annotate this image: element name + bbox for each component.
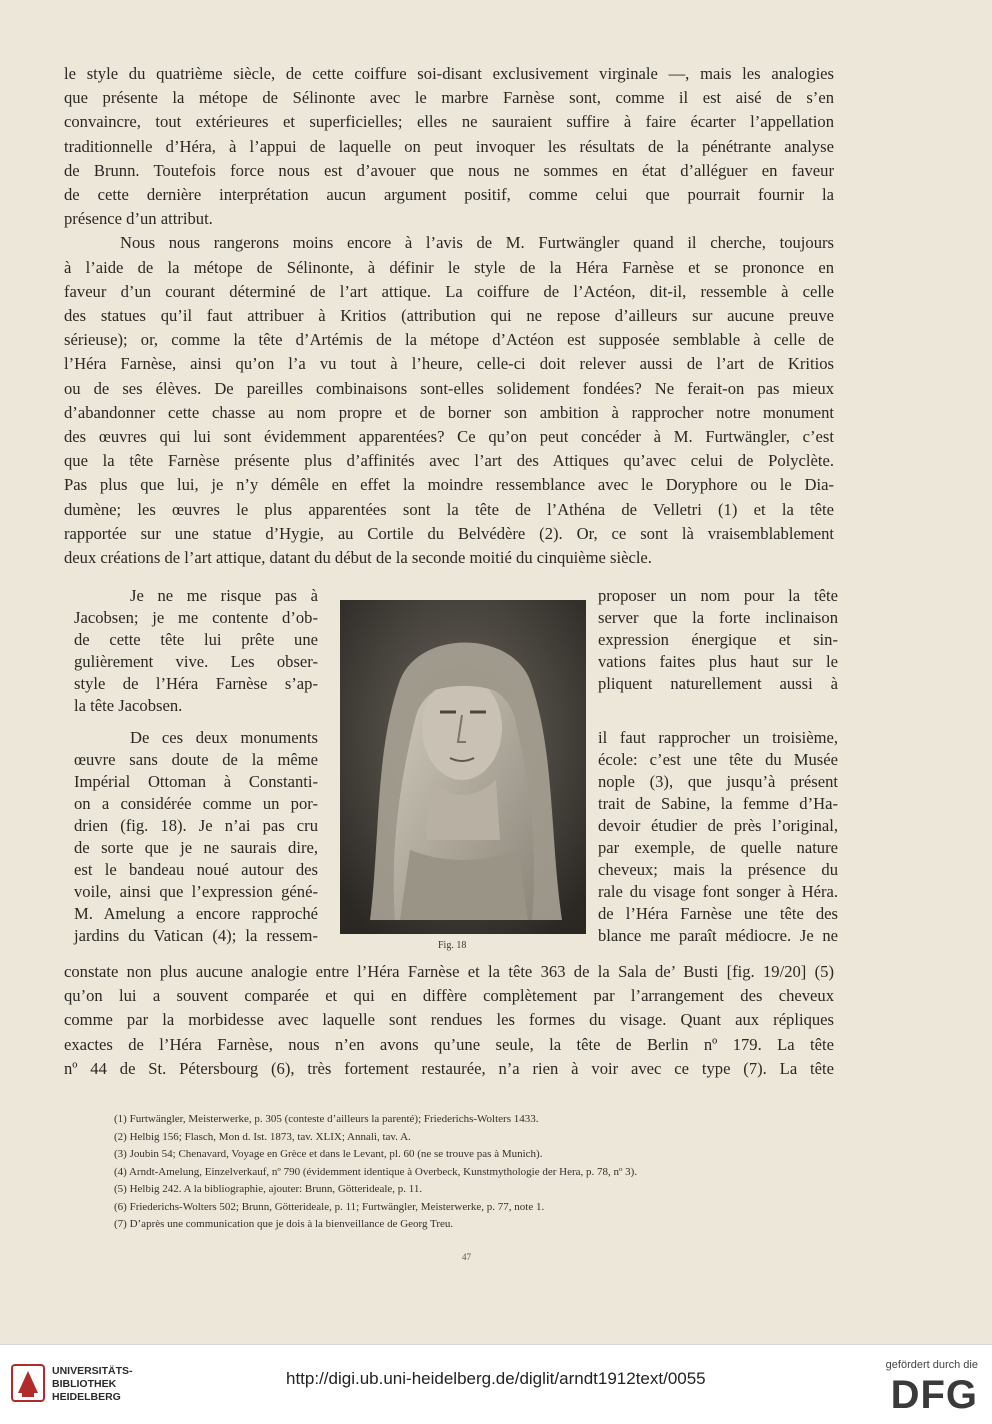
text-line: style de l’Héra Farnèse s’ap- bbox=[74, 674, 318, 693]
text-line: gulièrement vive. Les obser- bbox=[74, 652, 318, 671]
text-line: de Brunn. Toutefois force nous est d’avouer que nous ne sommes en état d’alléguer en faveur bbox=[64, 160, 834, 180]
text-line: Pas plus que lui, je n’y démêle en effet la moindre ressemblance avec le Doryphore ou le Dia- bbox=[64, 475, 834, 495]
text-line: blance me paraît médiocre. Je ne bbox=[598, 926, 838, 945]
text-line: jardins du Vatican (4); la ressem- bbox=[74, 926, 318, 945]
text-line: convaincre, tout extérieures et superficielles; elles ne sauraient suffire à faire écarter l’appellation bbox=[64, 112, 834, 132]
text-line: ou de ses élèves. De pareilles combinaisons sont-elles solidement fondées? Ne ferait-on pas mieux bbox=[64, 378, 834, 398]
hera-head-photo bbox=[340, 600, 586, 934]
text-line: l’Héra Farnèse, ainsi qu’on l’a vu tout à l’heure, celle-ci doit relever aussi de l’art de Kritios bbox=[64, 354, 834, 374]
page-number: 47 bbox=[462, 1252, 471, 1262]
text-line: De ces deux monuments bbox=[130, 728, 318, 747]
text-line: expression énergique et sin- bbox=[598, 630, 838, 649]
text-line: comme par la morbidesse avec laquelle sont rendues les formes du visage. Quant aux répliques bbox=[64, 1010, 834, 1030]
footnote: (1) Furtwängler, Meisterwerke, p. 305 (conteste d’ailleurs la parenté); Friederichs-Wolters 1433. bbox=[114, 1113, 539, 1125]
text-line: Jacobsen; je me contente d’ob- bbox=[74, 608, 318, 627]
footnote: (3) Joubin 54; Chenavard, Voyage en Grèce et dans le Levant, pl. 60 (ne se trouve pas à Munich). bbox=[114, 1148, 543, 1160]
text-line: la tête Jacobsen. bbox=[74, 696, 183, 715]
text-line: Impérial Ottoman à Constanti- bbox=[74, 772, 318, 791]
footnote: (2) Helbig 156; Flasch, Mon d. Ist. 1873, tav. XLIX; Annali, tav. A. bbox=[114, 1130, 411, 1143]
footnote: (6) Friederichs-Wolters 502; Brunn, Götterideale, p. 11; Furtwängler, Meisterwerke, p. 77, note 1. bbox=[114, 1200, 545, 1213]
text-line: de cette dernière interprétation aucun argument positif, comme celui que pourrait fournir la bbox=[64, 185, 834, 204]
text-line: devoir étudier de près l’original, bbox=[598, 816, 838, 835]
text-line: il faut rapprocher un troisième, bbox=[598, 728, 838, 747]
text-line: constate non plus aucune analogie entre l’Héra Farnèse et la tête 363 de la Sala de’ Busti [fig. 19/20] (5) bbox=[64, 962, 834, 981]
text-line: sérieuse); or, comme la tête d’Artémis de la métope d’Actéon est supposée semblable à celle de bbox=[64, 330, 834, 350]
text-line: rapportée sur une statue d’Hygie, au Cortile du Belvédère (2). Or, ce sont là vraisemblablement bbox=[64, 523, 834, 543]
library-name-line1: UNIVERSITÄTS- bbox=[52, 1365, 133, 1377]
footnote: (5) Helbig 242. A la bibliographie, ajouter: Brunn, Götterideale, p. 11. bbox=[114, 1183, 423, 1195]
library-name-line2: BIBLIOTHEK bbox=[52, 1378, 117, 1390]
footnote: (7) D’après une communication que je dois à la bienveillance de Georg Treu. bbox=[114, 1218, 454, 1230]
text-line: deux créations de l’art attique, datant du début de la seconde moitié du cinquième siècle. bbox=[64, 548, 652, 567]
text-line: est le bandeau noué autour des bbox=[74, 860, 318, 879]
footnote: (4) Arndt-Amelung, Einzelverkauf, nº 790 (évidemment identique à Overbeck, Kunstmythologie der Hera, p. 78, nº 3). bbox=[114, 1165, 638, 1178]
funding-note: gefördert durch die bbox=[885, 1359, 978, 1371]
library-seal-icon bbox=[10, 1363, 46, 1403]
text-line: des œuvres qui lui sont évidemment apparentées? Ce qu’on peut concéder à M. Furtwängler, c’est bbox=[64, 427, 834, 446]
figure-caption: Fig. 18 bbox=[438, 940, 467, 951]
text-line: faveur d’un courant déterminé de l’art attique. La coiffure de l’Actéon, dit-il, ressemble à celle bbox=[64, 281, 834, 301]
figure-18-image bbox=[340, 600, 586, 934]
text-line: Je ne me risque pas à bbox=[130, 586, 318, 605]
source-url-link[interactable]: http://digi.ub.uni-heidelberg.de/diglit/arndt1912text/0055 bbox=[286, 1369, 706, 1388]
library-logo[interactable] bbox=[10, 1359, 133, 1411]
text-line: voile, ainsi que l’expression géné- bbox=[74, 882, 318, 901]
text-line: école: c’est une tête du Musée bbox=[598, 750, 838, 769]
text-line: proposer un nom pour la tête bbox=[598, 586, 838, 605]
dfg-logo[interactable]: DFG bbox=[890, 1373, 978, 1417]
text-line: trait de Sabine, la femme d’Ha- bbox=[598, 794, 838, 813]
library-name-line3: HEIDELBERG bbox=[52, 1391, 121, 1403]
text-line: server que la forte inclinaison bbox=[598, 608, 838, 627]
viewer-footer bbox=[0, 1344, 992, 1424]
text-line: cheveux; mais la présence du bbox=[598, 860, 838, 879]
text-line: Nous nous rangerons moins encore à l’avis de M. Furtwängler quand il cherche, toujours bbox=[120, 233, 834, 253]
text-line: nople (3), que jusqu’à présent bbox=[598, 772, 838, 791]
text-line: dumène; les œuvres le plus apparentées sont la tête de l’Athéna de Velletri (1) et la tête bbox=[64, 499, 834, 519]
text-line: nº 44 de St. Pétersbourg (6), très fortement restaurée, n’a rien à voir avec ce type (7). La tête bbox=[64, 1058, 834, 1078]
text-line: on a considérée comme un por- bbox=[74, 794, 318, 813]
text-line: présence d’un attribut. bbox=[64, 209, 213, 229]
text-line: que présente la métope de Sélinonte avec le marbre Farnèse sont, comme il est aisé de s’en bbox=[64, 88, 834, 108]
text-line: vations faites plus haut sur le bbox=[598, 652, 838, 671]
text-line: de cette tête lui prête une bbox=[74, 630, 318, 649]
text-line: de sorte que je ne saurais dire, bbox=[74, 838, 318, 857]
text-line: de l’Héra Farnèse une tête des bbox=[598, 904, 838, 923]
text-line: exactes de l’Héra Farnèse, nous n’en avons qu’une seule, la tête de Berlin nº 179. La tête bbox=[64, 1034, 834, 1054]
text-line: traditionnelle d’Héra, à l’appui de laquelle on peut invoquer les résultats de la pénétrante analyse bbox=[64, 136, 834, 156]
text-line: drien (fig. 18). Je n’ai pas cru bbox=[74, 816, 318, 835]
text-line: pliquent naturellement aussi à bbox=[598, 674, 838, 693]
text-line: à l’aide de la métope de Sélinonte, à définir le style de la Héra Farnèse et se prononce en bbox=[64, 257, 834, 277]
text-line: M. Amelung a encore rapproché bbox=[74, 904, 318, 923]
text-line: œuvre sans doute de la même bbox=[74, 750, 318, 769]
text-line: qu’on lui a souvent comparée et qui en diffère complètement par l’arrangement des cheveux bbox=[64, 986, 834, 1006]
text-line: rale du visage font songer à Héra. bbox=[598, 882, 838, 901]
text-line: d’abandonner cette chasse au nom propre et de borner son ambition à rapprocher notre monument bbox=[64, 402, 834, 422]
text-line: le style du quatrième siècle, de cette coiffure soi-disant exclusivement virginale —, mais les analogies bbox=[64, 64, 834, 83]
text-line: que la tête Farnèse présente plus d’affinités avec l’art des Attiques qu’avec celui de Polyclète. bbox=[64, 451, 834, 471]
text-line: des statues qu’il faut attribuer à Kritios (attribution qui ne repose d’ailleurs sur aucune preuve bbox=[64, 306, 834, 325]
text-line: par exemple, de quelle nature bbox=[598, 838, 838, 857]
